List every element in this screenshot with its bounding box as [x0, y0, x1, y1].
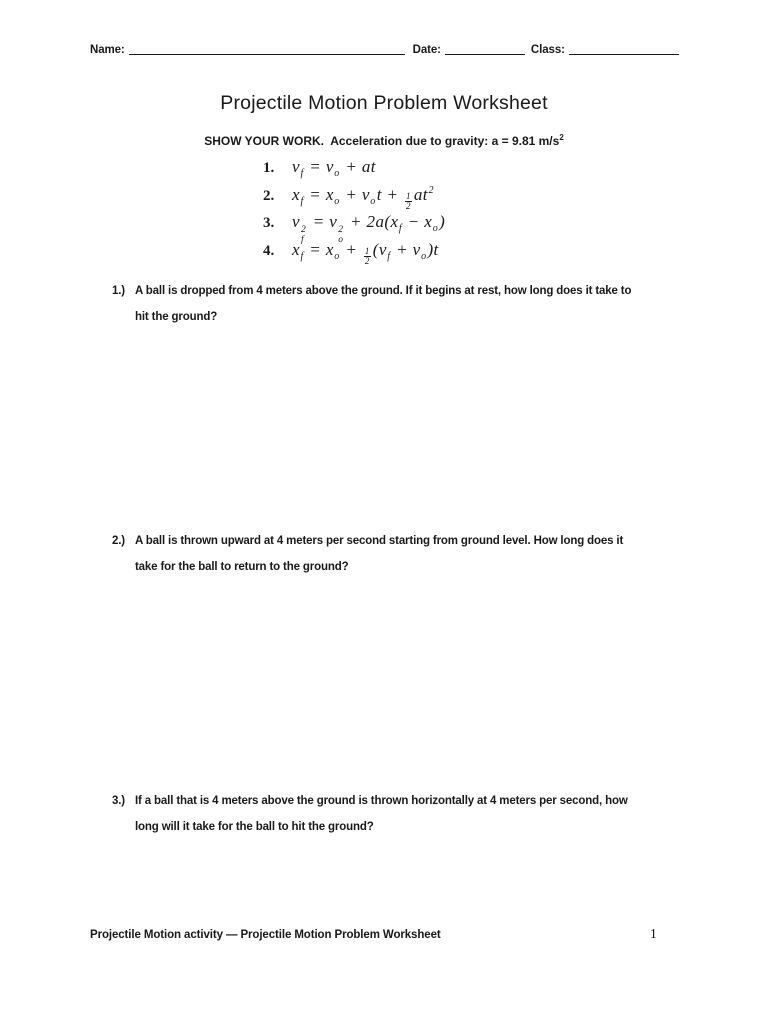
- equation-text: x: [390, 212, 399, 231]
- equation-text: +: [340, 239, 362, 259]
- instructions-text: SHOW YOUR WORK. Acceleration due to gravity: a = 9.81 m/s: [204, 134, 560, 148]
- fraction-denominator: 2: [364, 256, 370, 267]
- equation-text: +: [391, 239, 413, 259]
- equation-subscript: o: [432, 223, 439, 234]
- header-row: [90, 42, 679, 56]
- equation-text: x: [325, 184, 334, 204]
- problem-text: [135, 528, 623, 580]
- date-label: Date:: [412, 44, 441, 56]
- equation-body: [292, 157, 376, 177]
- equation-subscript: o: [334, 168, 340, 179]
- problem-number: 2.): [112, 535, 125, 547]
- name-blank-line: [129, 42, 405, 55]
- equation-subscript: f: [300, 250, 304, 262]
- equation-row: [263, 212, 446, 245]
- problem-text-line: long will it take for the ball to hit the ground?: [135, 821, 374, 833]
- equation-text: v: [329, 212, 338, 231]
- equation-text: + at: [340, 157, 376, 176]
- equation-subscript: o: [421, 250, 427, 262]
- instructions-superscript: 2: [559, 133, 564, 142]
- equation-number: 1.: [263, 160, 275, 176]
- equation-text: +: [340, 184, 362, 204]
- problem-text-line: If a ball that is 4 meters above the ground is thrown horizontally at 4 meters per second, how: [135, 795, 628, 807]
- footer-document-title: Projectile Motion activity — Projectile Motion Problem Worksheet: [90, 929, 441, 941]
- equation-text: =: [308, 212, 330, 231]
- equation-fraction: [405, 192, 412, 213]
- equation-text: v: [292, 212, 300, 231]
- equation-text: v: [325, 157, 334, 176]
- stacked-subscript: o: [338, 234, 344, 245]
- name-label: Name:: [90, 44, 125, 56]
- stacked-superscript: 2: [338, 225, 344, 235]
- problem-text: [135, 788, 628, 840]
- instructions-line: [0, 133, 768, 148]
- equation-text: =: [304, 184, 326, 204]
- fraction-numerator: 1: [406, 190, 411, 201]
- equation-subscript: o: [334, 250, 340, 262]
- equation-text: x: [292, 239, 300, 259]
- problem-text: [135, 278, 631, 330]
- problem-number: 3.): [112, 795, 125, 807]
- equation-text: =: [304, 157, 326, 176]
- class-blank-line: [569, 42, 679, 55]
- equation-text: v: [361, 184, 370, 204]
- equation-text: )t: [427, 239, 439, 259]
- date-blank-line: [445, 42, 525, 55]
- class-label: Class:: [530, 44, 565, 56]
- footer-page-number: 1: [650, 926, 657, 941]
- problem-2: [112, 528, 623, 580]
- equation-text: t +: [376, 184, 403, 204]
- equation-text: at: [413, 184, 428, 204]
- equation-body: [292, 185, 434, 213]
- equation-text: x: [424, 212, 433, 231]
- equation-text: v: [292, 157, 300, 176]
- equation-text: (: [372, 239, 379, 259]
- equation-subscript: f: [398, 223, 403, 234]
- stacked-subscript: f: [300, 234, 304, 245]
- equation-text: ): [439, 212, 446, 231]
- equation-text: =: [304, 239, 326, 259]
- equation-number: 2.: [263, 187, 275, 204]
- equation-number: 3.: [263, 215, 275, 231]
- fraction-numerator: 1: [364, 245, 370, 256]
- stacked-superscript: 2: [300, 225, 307, 235]
- equation-subscript: f: [387, 250, 391, 262]
- equation-number: 4.: [263, 242, 275, 259]
- equation-row: [263, 240, 445, 268]
- equation-subscript: o: [370, 195, 376, 207]
- problem-1: [112, 278, 631, 330]
- equation-subscript: f: [300, 168, 304, 179]
- equation-fraction: [364, 247, 371, 268]
- problem-text-line: A ball is thrown upward at 4 meters per second starting from ground level. How long does it: [135, 535, 624, 547]
- equation-text: v: [378, 239, 387, 259]
- equation-subscript: f: [300, 195, 304, 207]
- equation-text: x: [325, 239, 334, 259]
- equations-list: [263, 157, 445, 267]
- problem-text-line: take for the ball to return to the ground?: [135, 561, 349, 573]
- fraction-denominator: 2: [406, 201, 411, 212]
- equation-row: [263, 185, 445, 213]
- equation-text: v: [412, 239, 421, 259]
- page-title: Projectile Motion Problem Worksheet: [220, 92, 548, 114]
- equation-text: x: [292, 184, 300, 204]
- problem-3: [112, 788, 628, 840]
- problem-number: 1.): [112, 285, 125, 297]
- equation-superscript: 2: [428, 184, 434, 196]
- equation-row: [263, 157, 445, 185]
- equation-body: [292, 240, 439, 268]
- problem-text-line: A ball is dropped from 4 meters above the ground. If it begins at rest, how long does it take to: [135, 285, 632, 297]
- equation-text: + 2a(: [345, 212, 391, 231]
- problem-text-line: hit the ground?: [135, 311, 218, 323]
- equation-subscript: o: [334, 195, 340, 207]
- equation-text: −: [403, 212, 425, 231]
